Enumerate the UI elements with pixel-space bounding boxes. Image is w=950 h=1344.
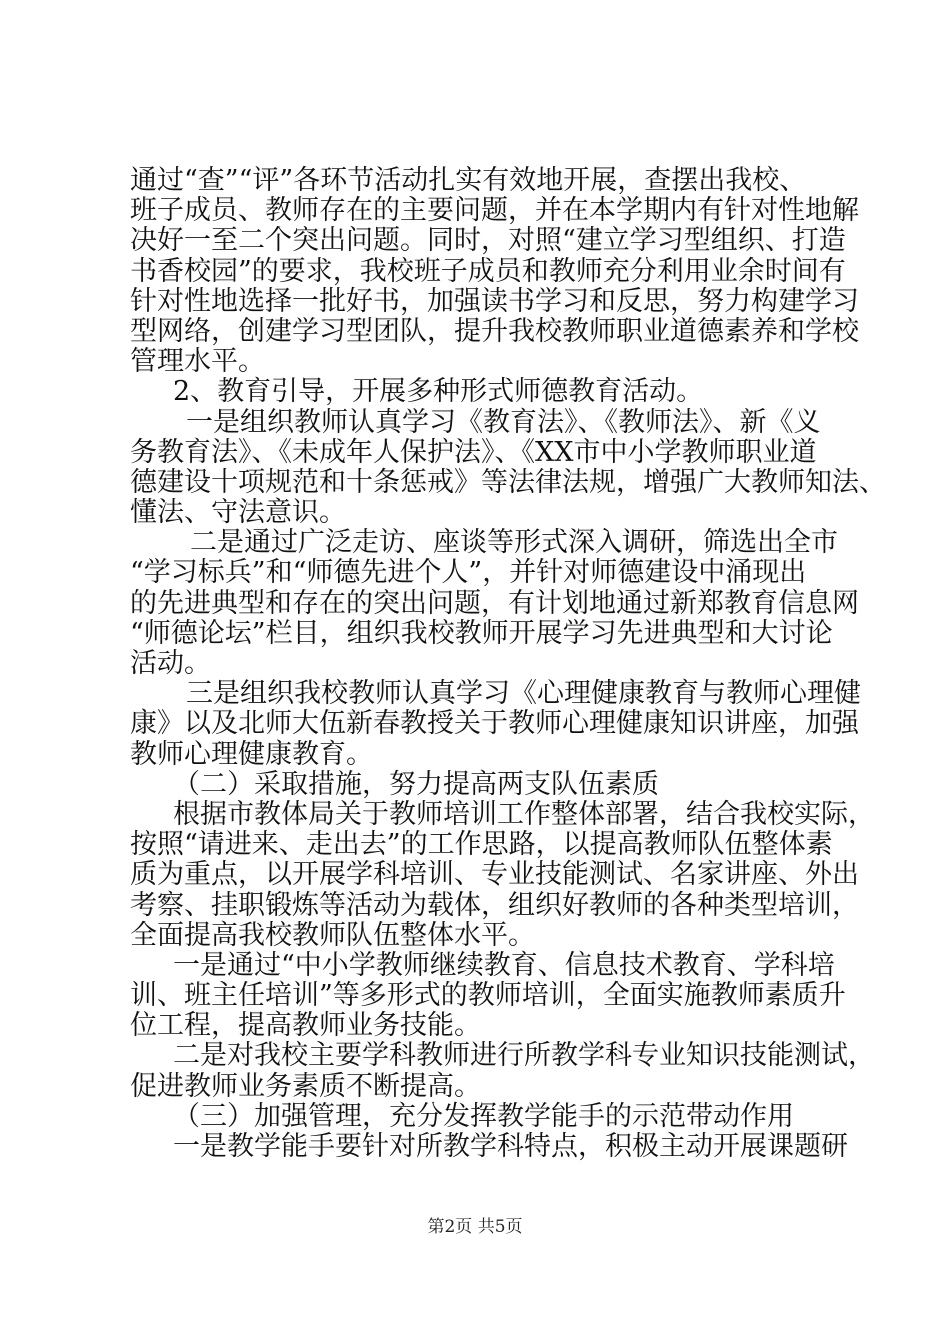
text-line: “学习标兵”和“师德先进个人”，并针对师德建设中涌现出 xyxy=(130,557,807,589)
paragraph xyxy=(130,829,859,951)
paragraph xyxy=(130,527,859,679)
text-line: 质为重点，以开展学科培训、专业技能测试、名家讲座、外出 xyxy=(130,859,859,891)
text-line: 务教育法》、《未成年人保护法》、《XX市中小学教师职业道 xyxy=(130,436,817,468)
paragraph xyxy=(130,798,875,830)
text-line: 懂法、守法意识。 xyxy=(130,497,346,529)
text-line: 德建设十项规范和十条惩戒》等法律法规，增强广大教师知法、 xyxy=(130,466,886,498)
text-line: 书香校园”的要求，我校班子成员和教师充分利用业余时间有 xyxy=(130,255,846,287)
text-line: 训、班主任培训”等多形式的教师培训，全面实施教师素质升 xyxy=(130,980,846,1012)
text-line: 管理水平。 xyxy=(130,346,265,378)
text-line: 2、教育引导，开展多种形式师德教育活动。 xyxy=(173,376,704,408)
paragraph xyxy=(130,980,846,1042)
text-line: （三）加强管理，充分发挥教学能手的示范带动作用 xyxy=(173,1100,794,1132)
paragraph xyxy=(130,377,830,407)
text-line: 的先进典型和存在的突出问题，有计划地通过新郑教育信息网 xyxy=(130,587,859,619)
text-line: 三是组织我校教师认真学习《心理健康教育与教师心理健 xyxy=(186,678,861,710)
paragraph xyxy=(130,1131,848,1162)
text-line: 促进教师业务素质不断提高。 xyxy=(130,1070,481,1102)
paragraph xyxy=(130,165,859,378)
text-line: 二是对我校主要学科教师进行所教学科专业知识技能测试， xyxy=(173,1040,875,1072)
text-line: 全面提高我校教师队伍整体水平。 xyxy=(130,919,535,951)
paragraph xyxy=(130,949,835,981)
text-line: 康》以及北师大伍新春教授关于教师心理健康知识讲座，加强 xyxy=(130,708,859,740)
text-line: 活动。 xyxy=(130,648,211,679)
text-line: 班子成员、教师存在的主要问题，并在本学期内有针对性地解 xyxy=(130,195,859,227)
text-line: 根据市教体局关于教师培训工作整体部署，结合我校实际， xyxy=(173,798,875,830)
paragraph xyxy=(130,406,886,529)
text-line: 一是教学能手要针对所教学科特点，积极主动开展课题研 xyxy=(173,1131,848,1162)
paragraph xyxy=(130,1072,830,1102)
text-line: “师德论坛”栏目，组织我校教师开展学习先进典型和大讨论 xyxy=(130,617,833,649)
text-line: 位工程，提高教师业务技能。 xyxy=(130,1010,481,1042)
paragraph xyxy=(130,770,830,800)
text-line: （二）采取措施，努力提高两支队伍素质 xyxy=(173,768,659,800)
text-line: 决好一至二个突出问题。同时，对照“建立学习型组织、打造 xyxy=(130,225,846,257)
text-line: 针对性地选择一批好书，加强读书学习和反思，努力构建学习 xyxy=(130,285,859,317)
page-footer: 第2页 共5页 xyxy=(427,1217,523,1237)
paragraph xyxy=(130,678,861,770)
text-line: 按照“请进来、走出去”的工作思路，以提高教师队伍整体素 xyxy=(130,829,833,861)
paragraph xyxy=(130,1040,875,1072)
text-line: 考察、挂职锻炼等活动为载体，组织好教师的各种类型培训， xyxy=(130,889,859,921)
text-line: 二是通过广泛走访、座谈等形式深入调研，筛选出全市 xyxy=(190,527,838,559)
text-line: 型网络，创建学习型团队，提升我校教师职业道德素养和学校 xyxy=(130,315,859,347)
text-line: 一是通过“中小学教师继续教育、信息技术教育、学科培 xyxy=(173,949,835,981)
text-line: 一是组织教师认真学习《教育法》、《教师法》、新《义 xyxy=(186,406,821,438)
document-body xyxy=(130,165,886,1162)
paragraph xyxy=(130,1102,830,1132)
text-line: 通过“查”“评”各环节活动扎实有效地开展，查摆出我校、 xyxy=(130,165,807,196)
text-line: 教师心理健康教育。 xyxy=(130,738,373,770)
